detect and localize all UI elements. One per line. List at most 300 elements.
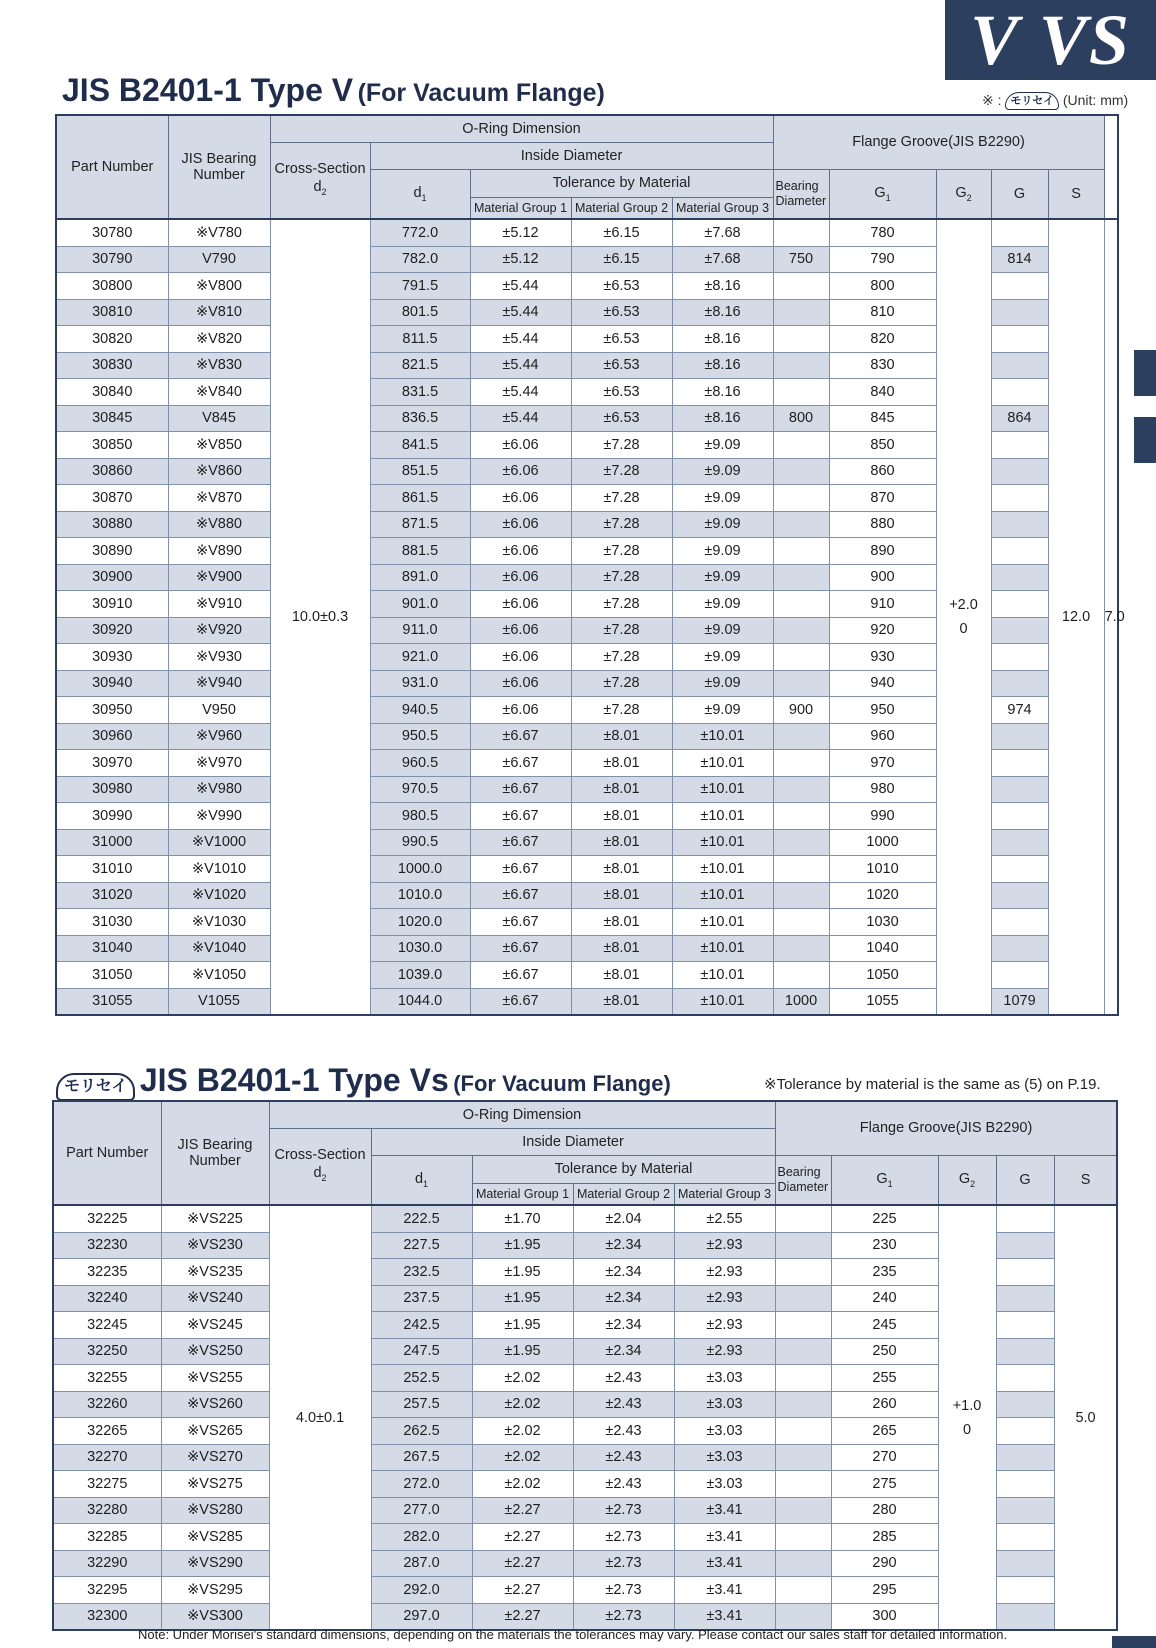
cell-mg3: ±3.03: [674, 1418, 775, 1445]
cell-g1: 860: [829, 458, 936, 485]
cell-g1: 870: [829, 485, 936, 512]
cell-mg3: ±10.01: [672, 750, 773, 777]
cell-part-number: 30940: [56, 670, 168, 697]
cell-bearing-diameter: [773, 352, 829, 379]
cell-mg1: ±6.67: [470, 776, 571, 803]
cell-g1: 235: [831, 1259, 938, 1286]
cell-mg1: ±2.27: [472, 1524, 573, 1551]
cell-mg1: ±2.27: [472, 1603, 573, 1630]
cell-mg3: ±2.55: [674, 1205, 775, 1232]
cell-d1: 247.5: [371, 1338, 472, 1365]
cell-g2: [996, 1524, 1054, 1551]
cell-d1: 272.0: [371, 1471, 472, 1498]
cell-d1: 811.5: [370, 326, 470, 353]
cell-mg2: ±2.73: [573, 1550, 674, 1577]
cell-mg2: ±8.01: [571, 962, 672, 989]
cell-d1: 262.5: [371, 1418, 472, 1445]
col-jis-bearing: JIS Bearing Number: [161, 1101, 269, 1205]
cell-bearing-diameter: [773, 432, 829, 459]
g1-tolerance-lower: 0: [962, 1421, 972, 1438]
cell-mg1: ±6.06: [470, 538, 571, 565]
cell-g2: 814: [991, 246, 1048, 273]
cell-mg2: ±2.04: [573, 1205, 674, 1232]
cell-mg2: ±2.43: [573, 1391, 674, 1418]
cell-g1: 780: [829, 219, 936, 246]
cell-mg2: ±8.01: [571, 750, 672, 777]
cell-part-number: 30830: [56, 352, 168, 379]
col-g: G: [996, 1155, 1054, 1205]
table-header: [56, 115, 1118, 219]
cell-g1: 845: [829, 405, 936, 432]
cell-d1: 980.5: [370, 803, 470, 830]
cell-mg2: ±7.28: [571, 564, 672, 591]
cell-part-number: 32300: [53, 1603, 161, 1630]
cell-d1: 921.0: [370, 644, 470, 671]
cell-mg1: ±2.02: [472, 1418, 573, 1445]
cell-part-number: 32275: [53, 1471, 161, 1498]
cell-jis-number: ※V1020: [168, 882, 270, 909]
cell-d1: 1010.0: [370, 882, 470, 909]
cell-g1: 1055: [829, 988, 936, 1015]
cell-mg3: ±10.01: [672, 829, 773, 856]
col-part-number: Part Number: [56, 115, 168, 219]
cell-mg1: ±6.67: [470, 935, 571, 962]
cell-d1: 292.0: [371, 1577, 472, 1604]
cell-g1: 800: [829, 273, 936, 300]
cell-mg1: ±6.06: [470, 591, 571, 618]
cell-bearing-diameter: [775, 1577, 831, 1604]
col-oring-dimension: O-Ring Dimension: [269, 1101, 775, 1128]
col-mg3: Material Group 3: [674, 1183, 775, 1205]
cell-jis-number: V1055: [168, 988, 270, 1015]
cell-mg3: ±9.09: [672, 697, 773, 724]
cell-g2: [991, 750, 1048, 777]
cell-jis-number: ※V890: [168, 538, 270, 565]
cell-mg1: ±6.67: [470, 909, 571, 936]
cell-mg2: ±6.15: [571, 219, 672, 246]
cell-mg1: ±6.67: [470, 988, 571, 1015]
col-cross-section: Cross-Section $d_2$: [269, 1128, 371, 1205]
cell-mg3: ±3.41: [674, 1497, 775, 1524]
cell-mg2: ±6.53: [571, 299, 672, 326]
cell-bearing-diameter: [773, 670, 829, 697]
cell-jis-number: ※V920: [168, 617, 270, 644]
cell-g1: 290: [831, 1550, 938, 1577]
cell-g1: 790: [829, 246, 936, 273]
cell-mg2: ±7.28: [571, 591, 672, 618]
cell-g1: 850: [829, 432, 936, 459]
cell-mg1: ±5.44: [470, 273, 571, 300]
cell-g2: [991, 962, 1048, 989]
cell-jis-number: ※V780: [168, 219, 270, 246]
cell-bearing-diameter: [773, 511, 829, 538]
cell-part-number: 32290: [53, 1550, 161, 1577]
cell-g2: [996, 1205, 1054, 1232]
cell-part-number: 32225: [53, 1205, 161, 1232]
cell-bearing-diameter: [773, 458, 829, 485]
cell-mg3: ±2.93: [674, 1312, 775, 1339]
side-tab-2: [1134, 417, 1156, 463]
cell-part-number: 32285: [53, 1524, 161, 1551]
cell-g1: 810: [829, 299, 936, 326]
col-bearing-diameter: Bearing Diameter: [773, 169, 829, 219]
cell-d1: 282.0: [371, 1524, 472, 1551]
cell-bearing-diameter: [775, 1471, 831, 1498]
cell-part-number: 30920: [56, 617, 168, 644]
cell-bearing-diameter: [773, 935, 829, 962]
cell-mg3: ±3.03: [674, 1444, 775, 1471]
cell-bearing-diameter: [773, 485, 829, 512]
cell-mg2: ±6.15: [571, 246, 672, 273]
cell-mg1: ±2.02: [472, 1444, 573, 1471]
cell-mg2: ±2.43: [573, 1418, 674, 1445]
cell-d1: 1039.0: [370, 962, 470, 989]
cell-mg2: ±2.34: [573, 1232, 674, 1259]
cell-g2: [996, 1497, 1054, 1524]
col-d1: $d_1$: [370, 169, 470, 219]
cell-part-number: 30800: [56, 273, 168, 300]
cell-d1: 1020.0: [370, 909, 470, 936]
cell-part-number: 32295: [53, 1577, 161, 1604]
cell-bearing-diameter: [775, 1550, 831, 1577]
cell-g1: 295: [831, 1577, 938, 1604]
cell-mg3: ±3.41: [674, 1603, 775, 1630]
cell-mg1: ±2.02: [472, 1471, 573, 1498]
cell-d1: 911.0: [370, 617, 470, 644]
cell-mg3: ±10.01: [672, 776, 773, 803]
cell-part-number: 30900: [56, 564, 168, 591]
cell-part-number: 30845: [56, 405, 168, 432]
cell-jis-number: ※VS285: [161, 1524, 269, 1551]
cell-part-number: 31040: [56, 935, 168, 962]
cell-part-number: 30950: [56, 697, 168, 724]
col-s: S: [1054, 1155, 1117, 1205]
cell-jis-number: ※VS260: [161, 1391, 269, 1418]
footnote: Note: Under Morisei's standard dimensions, depending on the materials the tolerances may vary. Please contact our sales staff for detailed information.: [138, 1627, 1008, 1642]
cell-mg1: ±1.95: [472, 1232, 573, 1259]
cell-mg2: ±7.28: [571, 485, 672, 512]
cell-bearing-diameter: [775, 1524, 831, 1551]
col-g: G: [991, 169, 1048, 219]
cell-mg2: ±2.73: [573, 1524, 674, 1551]
cell-g2: [991, 432, 1048, 459]
cell-g1: 265: [831, 1418, 938, 1445]
cell-mg1: ±6.67: [470, 803, 571, 830]
table-body: [56, 219, 1125, 1015]
cell-mg2: ±7.28: [571, 432, 672, 459]
cell-g1: 225: [831, 1205, 938, 1232]
cell-mg1: ±6.06: [470, 511, 571, 538]
cell-part-number: 30880: [56, 511, 168, 538]
cell-part-number: 32255: [53, 1365, 161, 1392]
cell-bearing-diameter: [775, 1232, 831, 1259]
cell-g1: 960: [829, 723, 936, 750]
cell-g1: 950: [829, 697, 936, 724]
cell-part-number: 30910: [56, 591, 168, 618]
cell-g2: [991, 352, 1048, 379]
cell-mg3: ±10.01: [672, 803, 773, 830]
cell-g1: 970: [829, 750, 936, 777]
cell-jis-number: ※VS265: [161, 1418, 269, 1445]
cell-mg1: ±6.06: [470, 617, 571, 644]
cell-mg2: ±6.53: [571, 405, 672, 432]
cell-d1: 970.5: [370, 776, 470, 803]
cell-bearing-diameter: [775, 1338, 831, 1365]
cell-mg2: ±7.28: [571, 644, 672, 671]
cell-jis-number: ※V930: [168, 644, 270, 671]
col-oring-dimension: O-Ring Dimension: [270, 115, 773, 142]
cell-part-number: 30810: [56, 299, 168, 326]
side-tab-1: [1134, 350, 1156, 396]
cell-mg2: ±2.34: [573, 1338, 674, 1365]
cell-g1: 285: [831, 1524, 938, 1551]
cell-bearing-diameter: [775, 1312, 831, 1339]
col-g1: $G_1$: [831, 1155, 938, 1205]
cell-jis-number: ※VS240: [161, 1285, 269, 1312]
cell-jis-number: ※VS300: [161, 1603, 269, 1630]
cell-mg3: ±9.09: [672, 485, 773, 512]
cell-g2: [996, 1471, 1054, 1498]
cell-g2: [996, 1312, 1054, 1339]
cell-d1: 841.5: [370, 432, 470, 459]
col-mg1: Material Group 1: [472, 1183, 573, 1205]
cell-mg3: ±8.16: [672, 326, 773, 353]
cell-part-number: 32230: [53, 1232, 161, 1259]
cell-mg1: ±1.95: [472, 1338, 573, 1365]
cell-mg3: ±8.16: [672, 273, 773, 300]
cell-part-number: 31020: [56, 882, 168, 909]
cell-d1: 851.5: [370, 458, 470, 485]
cell-mg2: ±7.28: [571, 617, 672, 644]
cell-mg1: ±5.44: [470, 299, 571, 326]
cell-bearing-diameter: [773, 962, 829, 989]
cell-jis-number: ※VS290: [161, 1550, 269, 1577]
col-s: S: [1048, 169, 1104, 219]
cell-mg3: ±10.01: [672, 856, 773, 883]
table-header: [53, 1101, 1117, 1205]
cell-mg1: ±6.06: [470, 458, 571, 485]
cell-mg1: ±6.06: [470, 697, 571, 724]
cell-mg3: ±9.09: [672, 432, 773, 459]
cell-d1: 871.5: [370, 511, 470, 538]
cell-g1: 930: [829, 644, 936, 671]
cell-g1: 1050: [829, 962, 936, 989]
type-vs-table: [52, 1100, 1118, 1631]
cell-bearing-diameter: [773, 299, 829, 326]
cell-g1: 280: [831, 1497, 938, 1524]
cell-bearing-diameter: [773, 644, 829, 671]
cell-jis-number: ※V1040: [168, 935, 270, 962]
cell-mg1: ±5.44: [470, 326, 571, 353]
cell-g2: [996, 1391, 1054, 1418]
cell-jis-number: ※V970: [168, 750, 270, 777]
cell-part-number: 31055: [56, 988, 168, 1015]
table2-title: モリセイ JIS B2401-1 Type Vs (For Vacuum Flange): [56, 1062, 671, 1101]
cell-d1: 801.5: [370, 299, 470, 326]
cell-mg1: ±1.95: [472, 1312, 573, 1339]
cell-jis-number: ※VS245: [161, 1312, 269, 1339]
cell-d1: 901.0: [370, 591, 470, 618]
cell-mg1: ±6.06: [470, 670, 571, 697]
col-d1: $d_1$: [371, 1155, 472, 1205]
cell-d1: 950.5: [370, 723, 470, 750]
cell-part-number: 32235: [53, 1259, 161, 1286]
cell-mg2: ±8.01: [571, 776, 672, 803]
cell-mg2: ±2.34: [573, 1312, 674, 1339]
cell-part-number: 32250: [53, 1338, 161, 1365]
cell-d1: 1030.0: [370, 935, 470, 962]
cell-d1: 791.5: [370, 273, 470, 300]
cell-part-number: 30970: [56, 750, 168, 777]
cell-g1: 1030: [829, 909, 936, 936]
page-number-tab: [1112, 1636, 1156, 1648]
cell-jis-number: ※V820: [168, 326, 270, 353]
cell-mg3: ±2.93: [674, 1338, 775, 1365]
cell-part-number: 31050: [56, 962, 168, 989]
cell-g2: 864: [991, 405, 1048, 432]
g1-tolerance-upper: +1.0: [952, 1397, 982, 1414]
cell-mg3: ±9.09: [672, 564, 773, 591]
cell-g1: 980: [829, 776, 936, 803]
cell-g2: [991, 723, 1048, 750]
col-flange-groove: Flange Groove(JIS B2290): [775, 1101, 1117, 1155]
cell-bearing-diameter: [773, 617, 829, 644]
cell-g1-tolerance: [938, 1205, 996, 1630]
cell-mg3: ±3.03: [674, 1391, 775, 1418]
cell-d1: 772.0: [370, 219, 470, 246]
cell-mg1: ±6.06: [470, 564, 571, 591]
cell-mg2: ±8.01: [571, 803, 672, 830]
cell-g2: [996, 1550, 1054, 1577]
cell-mg1: ±6.06: [470, 432, 571, 459]
cell-bearing-diameter: [773, 273, 829, 300]
col-g2: $G_2$: [938, 1155, 996, 1205]
cell-bearing-diameter: [773, 379, 829, 406]
cell-jis-number: ※V800: [168, 273, 270, 300]
cell-mg3: ±9.09: [672, 617, 773, 644]
cell-part-number: 32270: [53, 1444, 161, 1471]
cell-mg2: ±7.28: [571, 697, 672, 724]
cell-g1: 250: [831, 1338, 938, 1365]
cell-g1: 920: [829, 617, 936, 644]
cell-g1: 260: [831, 1391, 938, 1418]
cell-g1: 880: [829, 511, 936, 538]
cell-g2: [996, 1577, 1054, 1604]
cell-bearing-diameter: [773, 829, 829, 856]
cell-g1: 300: [831, 1603, 938, 1630]
cell-d1: 940.5: [370, 697, 470, 724]
cell-bearing-diameter: [775, 1365, 831, 1392]
cell-mg2: ±8.01: [571, 829, 672, 856]
cell-mg2: ±8.01: [571, 723, 672, 750]
cell-mg3: ±8.16: [672, 352, 773, 379]
cell-mg2: ±6.53: [571, 379, 672, 406]
cell-jis-number: ※VS270: [161, 1444, 269, 1471]
cell-mg2: ±2.73: [573, 1603, 674, 1630]
cell-g1: 1010: [829, 856, 936, 883]
cell-bearing-diameter: [773, 909, 829, 936]
cell-jis-number: ※V990: [168, 803, 270, 830]
cell-part-number: 31030: [56, 909, 168, 936]
cell-g2: [991, 299, 1048, 326]
cell-bearing-diameter: [775, 1418, 831, 1445]
cell-jis-number: ※V830: [168, 352, 270, 379]
cell-g2: [991, 776, 1048, 803]
cell-g2: [996, 1365, 1054, 1392]
cell-g2: 974: [991, 697, 1048, 724]
col-mg3: Material Group 3: [672, 197, 773, 219]
cell-mg1: ±6.67: [470, 856, 571, 883]
morisei-logo-icon: モリセイ: [56, 1073, 135, 1101]
cell-jis-number: ※VS280: [161, 1497, 269, 1524]
type-v-table: [55, 114, 1125, 1016]
cell-mg3: ±10.01: [672, 723, 773, 750]
cell-mg3: ±7.68: [672, 246, 773, 273]
cell-mg2: ±7.28: [571, 670, 672, 697]
unit-note: ※ : モリセイ (Unit: mm): [982, 92, 1128, 110]
cell-mg2: ±6.53: [571, 352, 672, 379]
cell-g2: [991, 829, 1048, 856]
cell-d1: 836.5: [370, 405, 470, 432]
cell-bearing-diameter: [773, 776, 829, 803]
cell-mg1: ±2.27: [472, 1577, 573, 1604]
cell-g: 12.0: [1048, 219, 1104, 1015]
g1-tolerance-lower: 0: [959, 621, 968, 637]
col-g2: $G_2$: [936, 169, 991, 219]
cell-g1: 275: [831, 1471, 938, 1498]
col-flange-groove: Flange Groove(JIS B2290): [773, 115, 1104, 169]
cell-mg2: ±2.34: [573, 1259, 674, 1286]
cell-bearing-diameter: 900: [773, 697, 829, 724]
cell-part-number: 30960: [56, 723, 168, 750]
cell-jis-number: V845: [168, 405, 270, 432]
cell-mg1: ±2.27: [472, 1497, 573, 1524]
cell-mg2: ±7.28: [571, 458, 672, 485]
cell-jis-number: ※V960: [168, 723, 270, 750]
cell-mg1: ±6.67: [470, 882, 571, 909]
cell-bearing-diameter: [775, 1444, 831, 1471]
cell-mg3: ±10.01: [672, 962, 773, 989]
cell-d1: 227.5: [371, 1232, 472, 1259]
cell-mg3: ±10.01: [672, 882, 773, 909]
cell-jis-number: ※VS295: [161, 1577, 269, 1604]
cell-mg3: ±9.09: [672, 538, 773, 565]
cell-bearing-diameter: [773, 219, 829, 246]
col-tolerance: Tolerance by Material: [470, 169, 773, 197]
cell-part-number: 30790: [56, 246, 168, 273]
cell-mg1: ±5.44: [470, 352, 571, 379]
cell-jis-number: ※VS225: [161, 1205, 269, 1232]
cell-bearing-diameter: [775, 1603, 831, 1630]
cell-mg3: ±3.03: [674, 1365, 775, 1392]
col-bearing-diameter: Bearing Diameter: [775, 1155, 831, 1205]
cell-mg1: ±2.02: [472, 1391, 573, 1418]
cell-mg1: ±6.06: [470, 644, 571, 671]
cell-mg3: ±2.93: [674, 1259, 775, 1286]
cell-g1: 1020: [829, 882, 936, 909]
cell-g2: [991, 326, 1048, 353]
cell-part-number: 30850: [56, 432, 168, 459]
cell-g2: [996, 1603, 1054, 1630]
table-row: [56, 219, 1118, 246]
cell-mg2: ±6.53: [571, 273, 672, 300]
cell-jis-number: V790: [168, 246, 270, 273]
cell-d1: 782.0: [370, 246, 470, 273]
cell-g1: 230: [831, 1232, 938, 1259]
cell-bearing-diameter: [773, 538, 829, 565]
cell-mg1: ±2.27: [472, 1550, 573, 1577]
tolerance-note: ※Tolerance by material is the same as (5) on P.19.: [764, 1076, 1101, 1093]
